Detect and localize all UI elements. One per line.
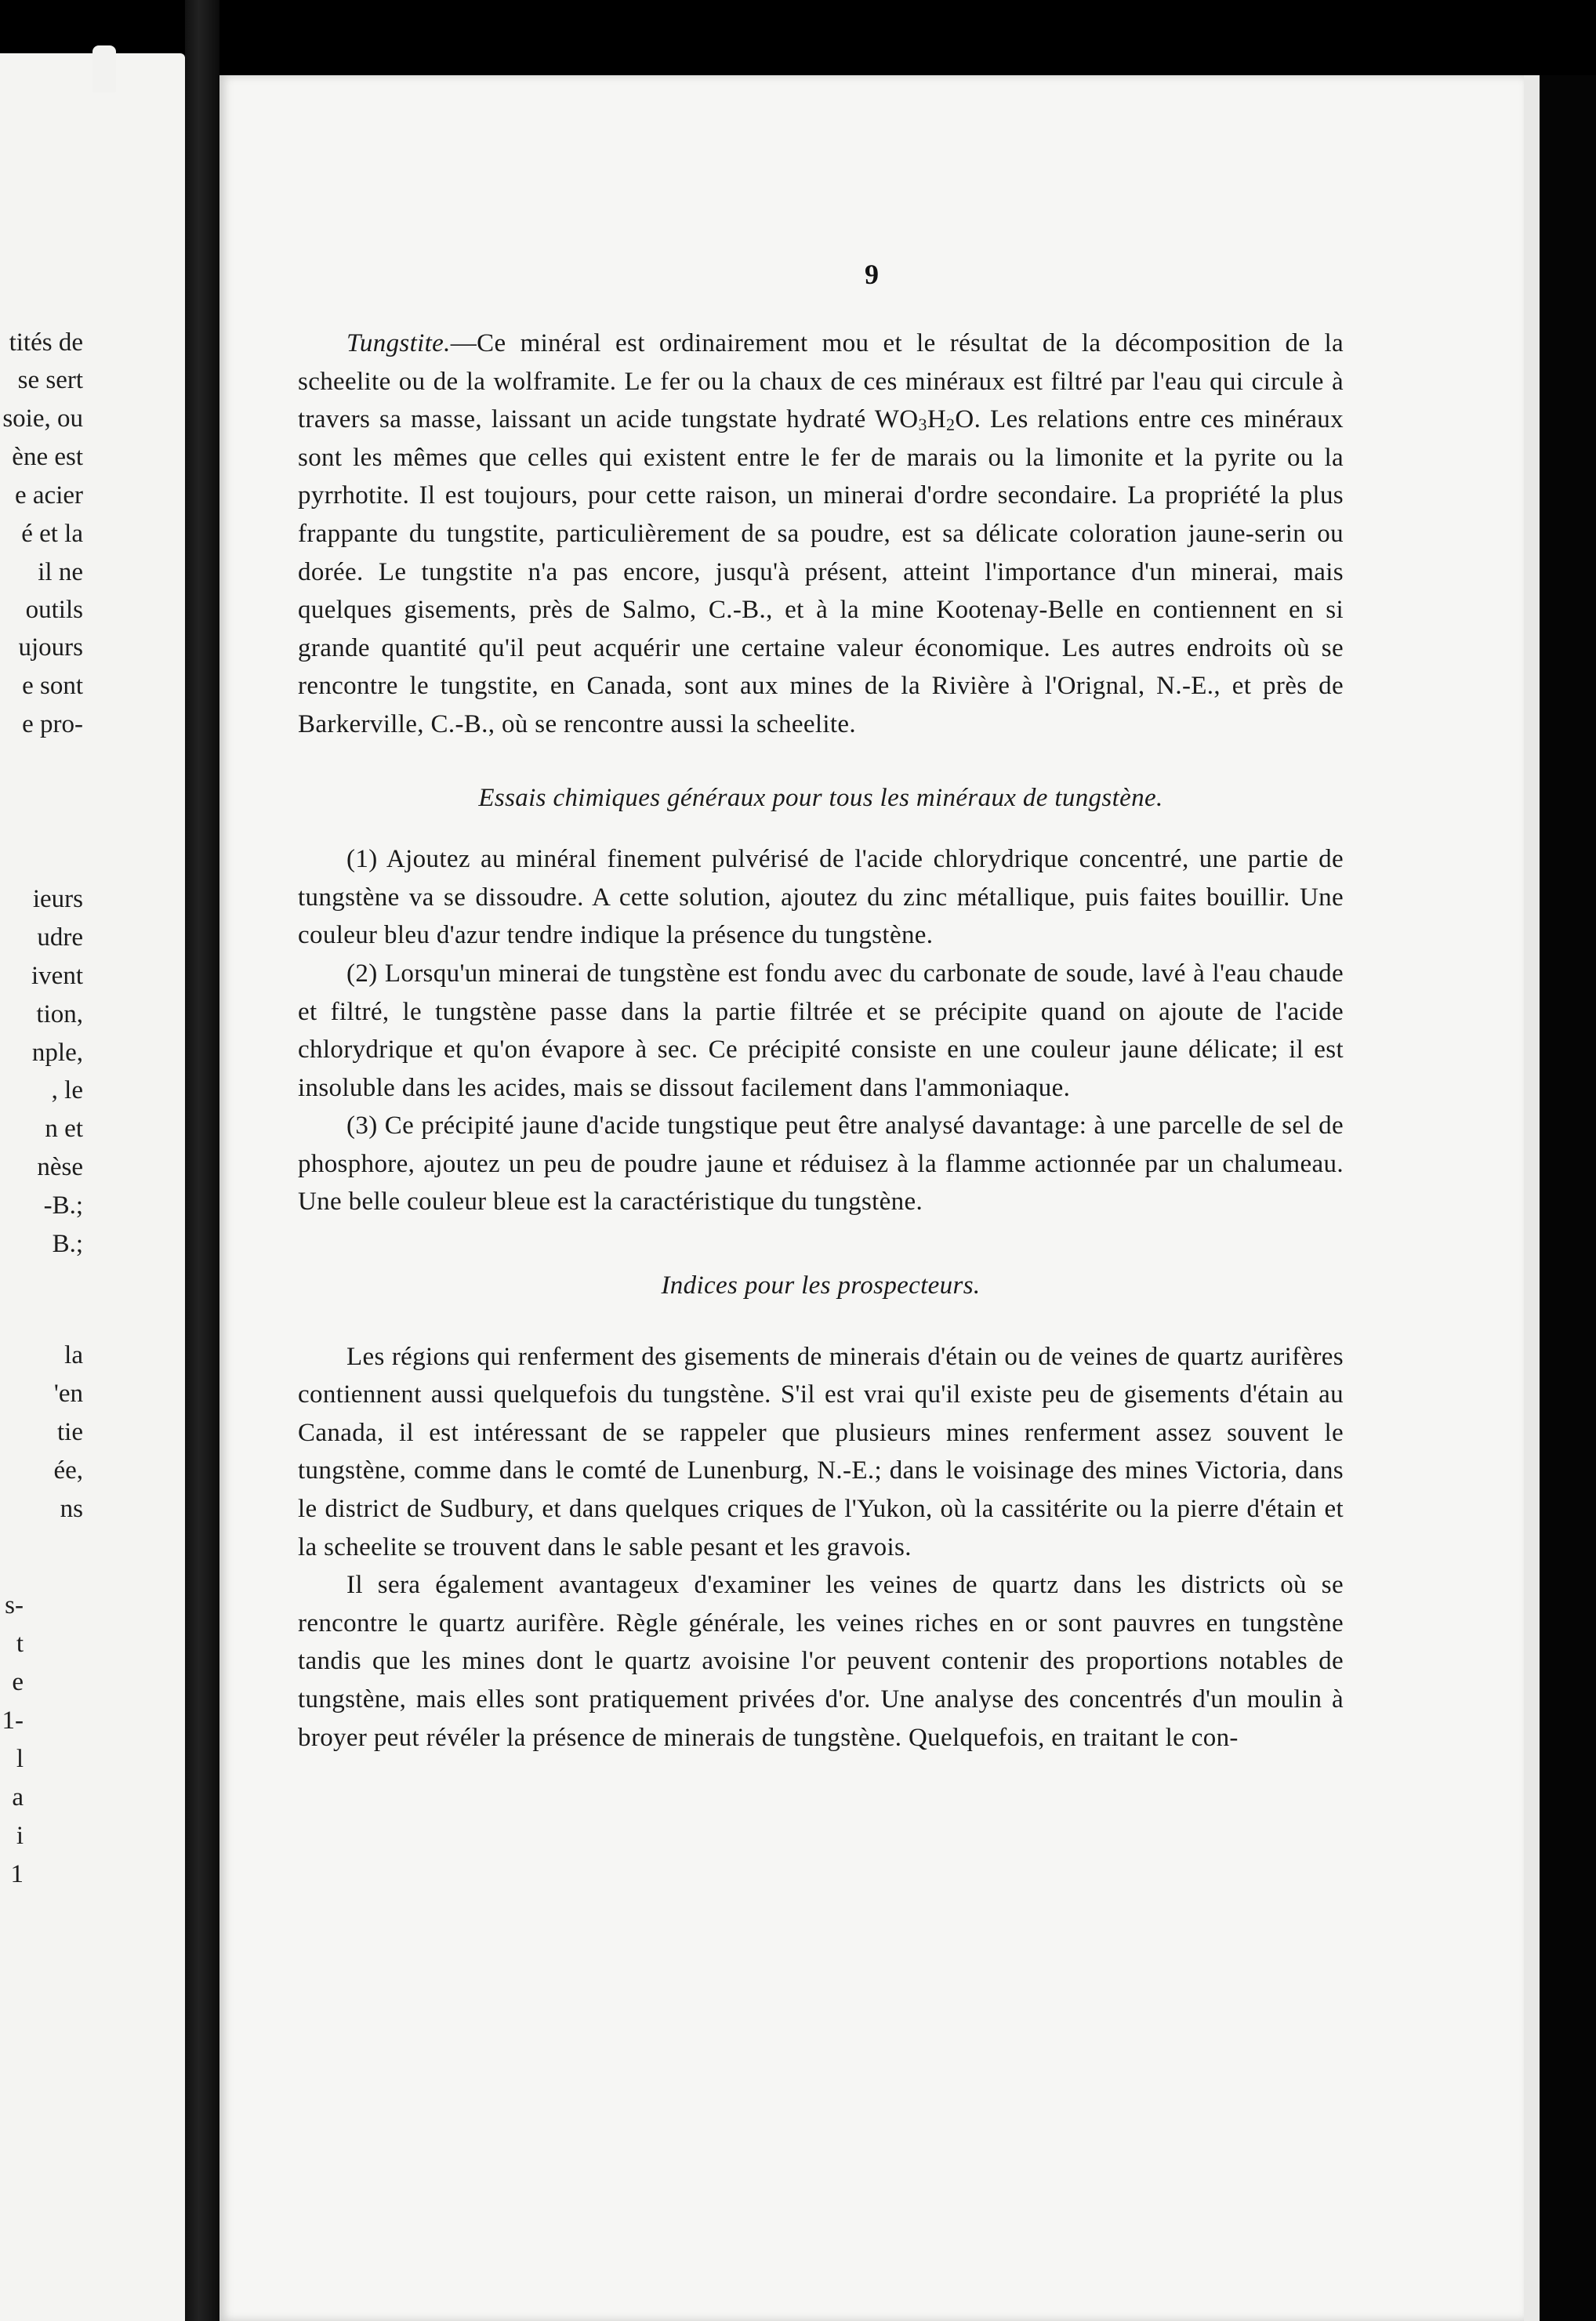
fragment-line: ns xyxy=(60,1495,83,1523)
fragment-line: -B.; xyxy=(43,1191,83,1220)
paragraph-text: H xyxy=(927,405,947,434)
section-heading-chemical-tests: Essais chimiques généraux pour tous les minéraux de tungstène. xyxy=(478,783,1163,812)
fragment-line: ieurs xyxy=(32,885,83,913)
paragraph-regions: Les régions qui renferment des gisements de minerais d'étain ou de veines de quartz aurifères contiennent aussi quelquefois du tungstène. S'il est vrai qu'il existe peu de gisements d'étain au Canada, il est intéressant de se rappeler que plusieurs mines renferment assez souvent le tungstène, comme dans le comté de Lunenburg, N.-E.; dans le voisinage des mines Victoria, dans le district de Sudbury, et dans quelques criques de l'Yukon, où la cassitérite ou la pierre d'étain et la scheelite se trouvent dans le sable pesant et les gravois. xyxy=(298,1342,1344,1561)
book-gutter xyxy=(185,0,219,2321)
fragment-line: 1 xyxy=(10,1860,24,1888)
fragment-line: il ne xyxy=(38,558,83,586)
fragment-line: la xyxy=(64,1341,83,1369)
current-page xyxy=(219,75,1524,2321)
term-tungstite: Tungstite. xyxy=(346,329,451,357)
scan-border xyxy=(1540,75,1596,2321)
fragment-line: ujours xyxy=(18,633,83,662)
fragment-line: t xyxy=(16,1630,24,1658)
fragment-line: ivent xyxy=(31,962,83,990)
paragraph-quartz-veins: Il sera également avantageux d'examiner les veines de quartz dans les districts où se rencontre le quartz aurifère. Règle générale, les veines riches en or sont pauvres en tungstène tandis que les mines dont le quartz avoisine l'or peuvent contenir des proportions notables de tungstène, mais elles sont pratiquement privées d'or. Une analyse des concentrés d'un moulin à broyer peut révéler la présence de minerais de tungstène. Quelquefois, en traitant le con- xyxy=(298,1571,1344,1752)
paragraph-test-2: (2) Lorsqu'un minerai de tungstène est fondu avec du carbonate de soude, lavé à l'eau chaude et filtré, le tungstène passe dans la partie filtrée et se précipite quand on ajoute de l'acide chlorydrique et qu'on évapore à sec. Ce précipité consiste en une couleur jaune délicate; il est insoluble dans les acides, mais se dissout facilement dans l'ammoniaque. xyxy=(298,959,1344,1102)
fragment-line: 1- xyxy=(2,1706,24,1735)
paragraph-text: O. Les relations entre ces minéraux sont les mêmes que celles qui existent entre le fer de marais ou la limonite et la pyrite ou la pyrrhotite. Il est toujours, pour cette raison, un minerai d'ordre secondaire. La propriété la plus frappante du tungstite, particulièrement de sa poudre, est sa délicate coloration jaune-serin ou dorée. Le tungstite n'a pas encore, jusqu'à présent, atteint l'importance d'un minerai, mais quelques gisements, près de Salmo, C.-B., et à la mine Kootenay-Belle en contiennent en si grande quantité qu'il peut acquérir une certaine valeur économique. Les autres endroits où se rencontre le tungstite, en Canada, sont aux mines de la Rivière à l'Orignal, N.-E., et près de Barkerville, C.-B., où se rencontre aussi la scheelite. xyxy=(298,405,1344,738)
fragment-line: soie, ou xyxy=(2,404,83,433)
fragment-line: s- xyxy=(5,1591,24,1619)
fragment-line: e xyxy=(12,1668,24,1696)
fragment-line: e sont xyxy=(22,672,83,700)
fragment-line: tités de xyxy=(9,328,83,357)
fragment-line: B.; xyxy=(52,1230,83,1258)
fragment-line: l xyxy=(16,1745,24,1773)
page-number: 9 xyxy=(865,259,879,290)
paragraph-test-3: (3) Ce précipité jaune d'acide tungstique peut être analysé davantage: à une parcelle de sel de phosphore, ajoutez un peu de poudre jaune et réduisez à la flamme actionnée par un chalumeau. Une belle couleur bleue est la caractéristique du tungstène. xyxy=(298,1112,1344,1217)
fragment-line: n et xyxy=(45,1115,83,1143)
paragraph-test-1: (1) Ajoutez au minéral finement pulvérisé de l'acide chlorydrique concentré, une partie de tungstène va se dissoudre. A cette solution, ajoutez du zinc métallique, puis faites bouillir. Une couleur bleu d'azur tendre indique la présence du tungstène. xyxy=(298,845,1344,950)
section-heading-prospector-hints: Indices pour les prospecteurs. xyxy=(661,1271,981,1300)
fragment-line: nèse xyxy=(37,1153,83,1181)
fragment-line: ée, xyxy=(53,1456,83,1485)
fragment-line: outils xyxy=(25,596,83,624)
fragment-line: , le xyxy=(51,1076,83,1104)
page-edge xyxy=(1524,75,1540,2321)
fragment-line: a xyxy=(12,1783,24,1811)
fragment-line: nple, xyxy=(31,1039,83,1067)
fragment-line: se sert xyxy=(17,366,83,394)
fragment-line: tion, xyxy=(36,1000,83,1028)
paragraph-text: —Ce minéral est ordinairement mou et le résultat de la décomposition de la scheelite ou de la wolframite. Le fer ou la chaux de ces minéraux est filtré par l'eau qui circule à travers sa masse, laissant un acide tungstate hydraté WO xyxy=(298,329,1344,434)
fragment-line: e pro- xyxy=(22,710,83,738)
fragment-line: é et la xyxy=(21,520,83,548)
previous-page-fragment xyxy=(0,53,185,2321)
fragment-line: 'en xyxy=(53,1380,83,1408)
fragment-line: e acier xyxy=(15,481,83,510)
fragment-line: i xyxy=(16,1822,24,1850)
subscript: 3 xyxy=(918,415,927,435)
page-body xyxy=(298,325,1344,1757)
fragment-line: ène est xyxy=(12,443,83,471)
binding-mark xyxy=(92,45,116,92)
paragraph-tungstite xyxy=(298,325,1344,744)
subscript: 2 xyxy=(946,415,956,435)
fragment-line: udre xyxy=(37,923,83,952)
fragment-line: tie xyxy=(57,1418,83,1446)
